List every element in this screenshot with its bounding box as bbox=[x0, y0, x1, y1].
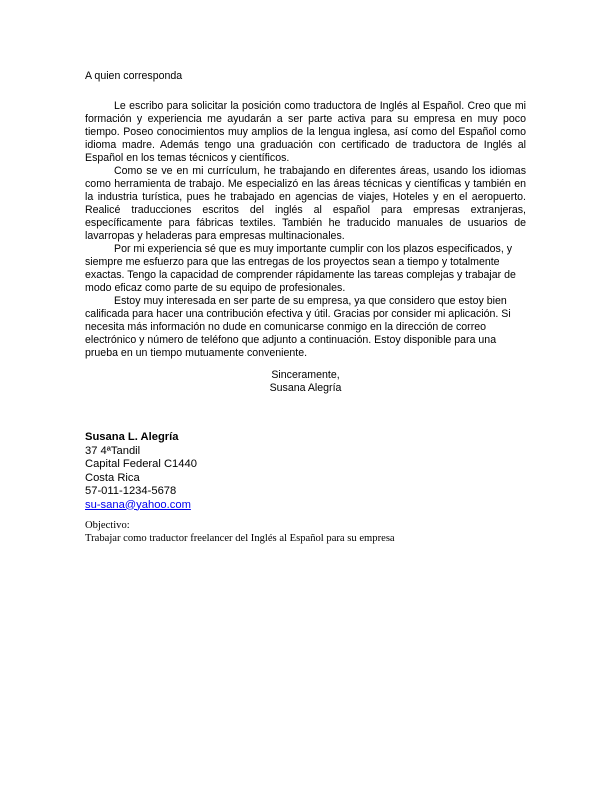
contact-phone: 57-011-1234-5678 bbox=[85, 485, 177, 497]
contact-address-line1: 37 4ªTandil bbox=[85, 444, 141, 457]
contact-address-line2: Capital Federal C1440 bbox=[85, 458, 197, 470]
closing-signature-name: Susana Alegría bbox=[269, 382, 342, 394]
contact-country: Costa Rica bbox=[85, 471, 140, 484]
closing bbox=[85, 369, 526, 395]
objective-text: Trabajar como traductor freelancer del Inglés al Español para su empresa bbox=[85, 532, 395, 544]
closing-phrase: Sinceramente, bbox=[271, 369, 340, 381]
contact-block bbox=[85, 431, 197, 512]
paragraph-deadlines: Por mi experiencia sé que es muy importante cumplir con los plazos especificados, y siempre me esfuerzo para que las entregas de los proyectos sean a tiempo y totalmente exactas. Tengo la capacidad de comprender rápidamente las tareas complejas y trabajar de modo eficaz como parte de su equipo de profesionales. bbox=[85, 243, 516, 294]
paragraph-experience: Como se ve en mi currículum, he trabajando en diferentes áreas, usando los idiomas como herramienta de trabajo. Me especializó en las áreas técnicas y científicas y también en la industria turística, pues he trabajado en agencias de viajes, Hoteles y en el aeropuerto. Realicé traducciones escritos del inglés al español para empresas extranjeras, específicamente para fábricas textiles. También he traducido manuales de usuarios de lavarropas y heladeras para empresas multinacionales. bbox=[85, 165, 526, 242]
objective-section bbox=[85, 520, 395, 545]
letter-body bbox=[85, 100, 526, 360]
paragraph-intro: Le escribo para solicitar la posición como traductora de Inglés al Español. Creo que mi formación y experiencia me ayudarán a ser parte activa para su empresa en muy poco tiempo. Poseo conocimientos muy amplios de la lengua inglesa, así como del Español como idioma madre. Además tengo una graduación con certificado de traductora de Inglés al Español en los temas técnicos y científicos. bbox=[85, 100, 526, 164]
paragraph-interest: Estoy muy interesada en ser parte de su empresa, ya que considero que estoy bien calificada para hacer una contribución efectiva y útil. Gracias por consider mi aplicación. Si necesita más información no dude en comunicarse conmigo en la dirección de correo electrónico y número de teléfono que adjunto a continuación. Estoy disponible para una prueba en un tiempo mutuamente conveniente. bbox=[85, 295, 511, 359]
objective-label: Objectivo: bbox=[85, 520, 130, 531]
greeting: A quien corresponda bbox=[85, 70, 183, 82]
contact-email-link[interactable]: su-sana@yahoo.com bbox=[85, 498, 191, 511]
contact-name: Susana L. Alegría bbox=[85, 431, 179, 443]
